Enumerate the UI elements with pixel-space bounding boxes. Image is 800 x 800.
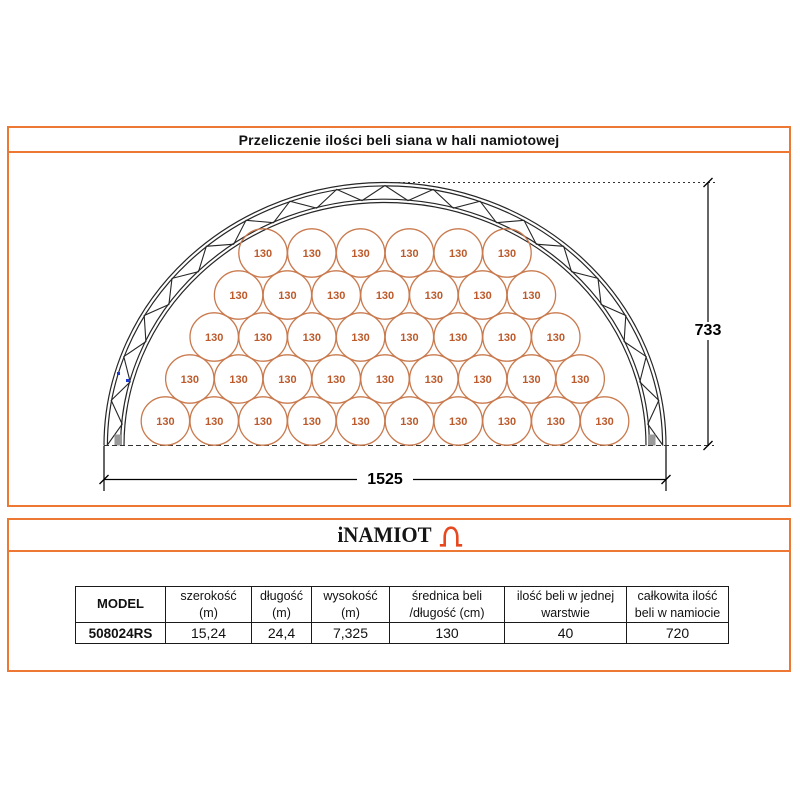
col-header-wysokosc: wysokość (m): [312, 587, 390, 623]
bale-label: 130: [327, 374, 346, 386]
bale-label: 130: [497, 332, 517, 344]
bale-label: 130: [205, 332, 224, 344]
page-title: Przeliczenie ilości beli siana w hali namiotowej: [238, 131, 560, 148]
col-header-dlugosc: długość (m): [252, 587, 312, 623]
table-header-row: [76, 587, 729, 623]
bale-label: 130: [522, 290, 541, 302]
height-dimension-label: 733: [687, 322, 729, 340]
col-header-ilosc-warstwa: ilość beli w jednej warstwie: [505, 587, 627, 623]
width-dimension-label: 1525: [357, 471, 413, 489]
bale-label: 130: [546, 416, 565, 428]
bale-label: 130: [375, 290, 395, 302]
col-header-szerokosc: szerokość (m): [166, 587, 252, 623]
bale-label: 130: [156, 416, 175, 428]
tent-arch-icon: [438, 523, 464, 550]
bale-label: 130: [595, 416, 614, 428]
bale-label: 130: [571, 374, 590, 386]
bale-label: 130: [351, 332, 370, 344]
bale-label: 130: [351, 248, 370, 260]
cell-dlugosc: 24,4: [252, 623, 312, 644]
cell-model: 508024RS: [76, 623, 166, 644]
bale-label: 130: [473, 290, 492, 302]
diagram-section: [7, 151, 791, 507]
bale-label: 130: [522, 374, 541, 386]
bale-label: 130: [253, 332, 273, 344]
cell-szerokosc: 15,24: [166, 623, 252, 644]
cell-wysokosc: 7,325: [312, 623, 390, 644]
bale-label: 130: [253, 416, 273, 428]
cell-ilosc-warstwa: 40: [505, 623, 627, 644]
bale-label: 130: [180, 374, 199, 386]
logo-bar: [7, 518, 791, 552]
col-header-srednica: średnica beli /długość (cm): [390, 587, 505, 623]
bale-label: 130: [278, 374, 297, 386]
bale-label: 130: [229, 374, 248, 386]
bale-label: 130: [278, 290, 297, 302]
table-data-row: [76, 623, 729, 644]
bale-label: 130: [400, 248, 419, 260]
bale-label: 130: [351, 416, 370, 428]
bale-label: 130: [449, 416, 468, 428]
bale-label: 130: [424, 374, 443, 386]
col-header-model: MODEL: [76, 587, 166, 623]
bale-label: 130: [375, 374, 395, 386]
bale-label: 130: [400, 332, 419, 344]
bale-label: 130: [229, 290, 248, 302]
bale-label: 130: [546, 332, 565, 344]
bale-label: 130: [400, 416, 419, 428]
bale-label: 130: [449, 248, 468, 260]
bale-label: 130: [424, 290, 443, 302]
logo-text: iNAMIOT: [336, 522, 432, 547]
bale-label: 130: [302, 416, 321, 428]
bale-label: 130: [473, 374, 492, 386]
bale-label: 130: [497, 416, 517, 428]
bale-label: 130: [205, 416, 224, 428]
bale-label: 130: [327, 290, 346, 302]
spec-table: [75, 586, 729, 644]
cell-srednica: 130: [390, 623, 505, 644]
cell-calkowita: 720: [627, 623, 729, 644]
bale-label: 130: [449, 332, 468, 344]
col-header-calkowita: całkowita ilość beli w namiocie: [627, 587, 729, 623]
title-bar: [7, 126, 791, 153]
bale-label: 130: [497, 248, 517, 260]
bale-label: 130: [302, 332, 321, 344]
bale-label: 130: [302, 248, 321, 260]
bale-label: 130: [253, 248, 273, 260]
